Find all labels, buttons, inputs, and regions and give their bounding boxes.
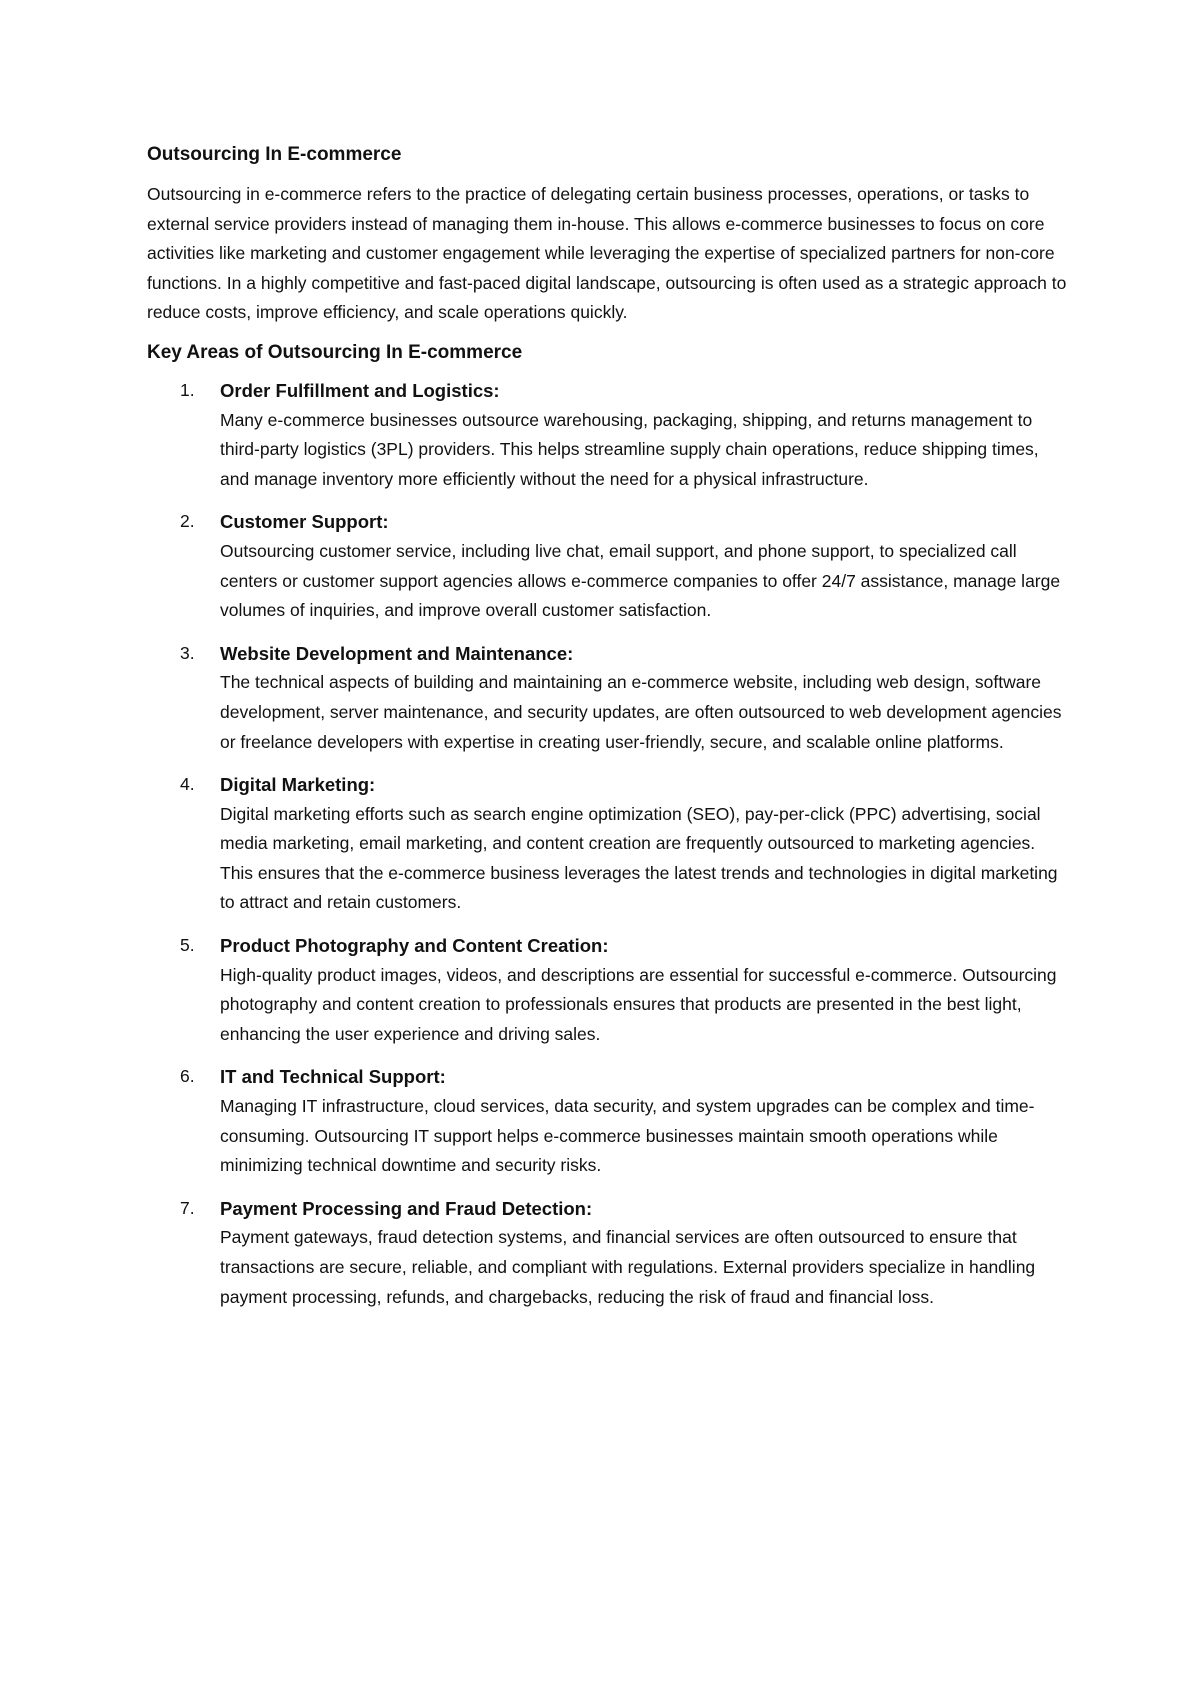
list-item-title: Customer Support: (220, 511, 389, 533)
list-item (147, 639, 1067, 757)
list-item-number: 6. (180, 1066, 195, 1087)
list-item (147, 376, 1067, 494)
list-item (147, 770, 1067, 918)
list-item-number: 4. (180, 774, 195, 795)
list-item-body: Managing IT infrastructure, cloud services, data security, and system upgrades can be complex and time-consuming. Outsourcing IT support helps e-commerce businesses maintain smooth operations while minimizing technical downtime and security risks. (220, 1096, 1035, 1176)
list-item (147, 1194, 1067, 1312)
list-item (147, 1062, 1067, 1180)
list-item-body: Payment gateways, fraud detection systems, and financial services are often outsourced to ensure that transactions are secure, reliable, and compliant with regulations. External providers specialize in handling payment processing, refunds, and chargebacks, reducing the risk of fraud and financial loss. (220, 1227, 1036, 1307)
list-item-number: 2. (180, 511, 195, 532)
list-item-body: The technical aspects of building and maintaining an e-commerce website, including web design, software development, server maintenance, and security updates, are often outsourced to web development agencies or freelance developers with expertise in creating user-friendly, secure, and scalable online platforms. (220, 672, 1062, 752)
list-item-title: IT and Technical Support: (220, 1066, 446, 1088)
list-item-body: Digital marketing efforts such as search engine optimization (SEO), pay-per-click (PPC) advertising, social media marketing, email marketing, and content creation are frequently outsourced to marketing agencies. This ensures that the e-commerce business leverages the latest trends and technologies in digital marketing to attract and retain customers. (220, 803, 1058, 913)
list-item-title: Order Fulfillment and Logistics: (220, 379, 500, 401)
list-item-number: 3. (180, 642, 195, 663)
intro-paragraph: Outsourcing in e-commerce refers to the practice of delegating certain business processes, operations, or tasks to external service providers instead of managing them in-house. This allows e-commerce businesses to focus on core activities like marketing and customer engagement while leveraging the expertise of specialized partners for non-core functions. In a highly competitive and fast-paced digital landscape, outsourcing is often used as a strategic approach to reduce costs, improve efficiency, and scale operations quickly. (147, 184, 1067, 323)
document-page (147, 144, 1067, 1325)
list-item-number: 7. (180, 1197, 195, 1218)
list-item-body: High-quality product images, videos, and descriptions are essential for successful e-commerce. Outsourcing photography and content creation to professionals ensures that products are presented in the best light, enhancing the user experience and driving sales. (220, 964, 1057, 1044)
section-heading: Key Areas of Outsourcing In E-commerce (147, 341, 523, 363)
list-item (147, 931, 1067, 1049)
list-item-body: Outsourcing customer service, including live chat, email support, and phone support, to specialized call centers or customer support agencies allows e-commerce companies to offer 24/7 assistance, manage large volumes of inquiries, and improve overall customer satisfaction. (220, 540, 1061, 621)
key-areas-list (147, 376, 1067, 1312)
list-item-title: Website Development and Maintenance: (220, 642, 574, 664)
list-item-title: Digital Marketing: (220, 774, 376, 796)
list-item-body: Many e-commerce businesses outsource warehousing, packaging, shipping, and returns management to third-party logistics (3PL) providers. This helps streamline supply chain operations, reduce shipping times, and manage inventory more efficiently without the need for a physical infrastructure. (220, 409, 1039, 489)
list-item (147, 507, 1067, 625)
list-item-number: 5. (180, 935, 195, 956)
document-title: Outsourcing In E-commerce (147, 144, 402, 165)
list-item-title: Product Photography and Content Creation: (220, 935, 609, 957)
list-item-title: Payment Processing and Fraud Detection: (220, 1197, 593, 1219)
list-item-number: 1. (180, 379, 195, 400)
